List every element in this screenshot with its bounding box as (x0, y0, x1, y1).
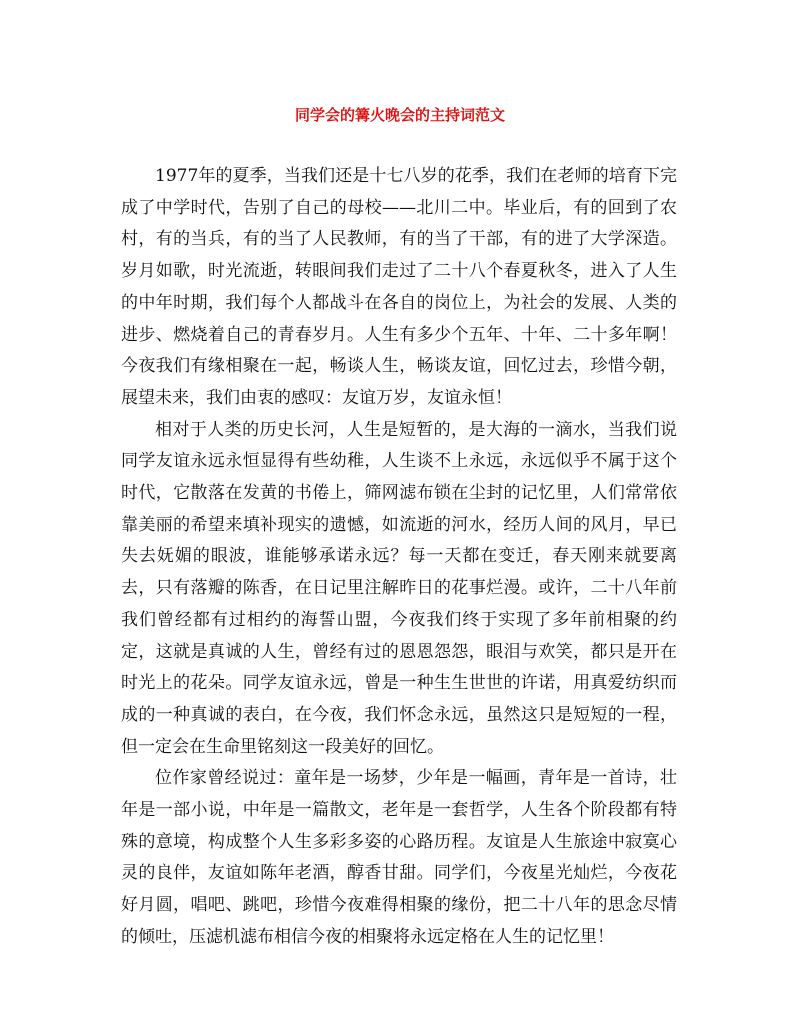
document-title: 同学会的篝火晚会的主持词范文 (294, 106, 505, 124)
paragraph: 1977年的夏季，当我们还是十七八岁的花季，我们在老师的培育下完成了中学时代，告别了自己的母校——北川二中。毕业后，有的回到了农村，有的当兵，有的当了人民教师，有的当了干部，有的进了大学深造。岁月如歌，时光流逝，转眼间我们走过了二十八个春夏秋冬，进入了人生的中年时期，我们每个人都战斗在各自的岗位上，为社会的发展、人类的进步、燃烧着自己的青春岁月。人生有多少个五年、十年、二十多年啊！今夜我们有缘相聚在一起，畅谈人生，畅谈友谊，回忆过去，珍惜今朝，展望未来，我们由衷的感叹：友谊万岁，友谊永恒！ (121, 166, 677, 408)
paragraph: 位作家曾经说过：童年是一场梦，少年是一幅画，青年是一首诗，壮年是一部小说，中年是一篇散文，老年是一套哲学，人生各个阶段都有特殊的意境，构成整个人生多彩多姿的心路历程。友谊是人生旅途中寂寞心灵的良伴，友谊如陈年老酒，醇香甘甜。同学们，今夜星光灿烂，今夜花好月圆，唱吧、跳吧，珍惜今夜难得相聚的缘份，把二十八年的思念尽情的倾吐，压滤机滤布相信今夜的相聚将永远定格在人生的记忆里！ (121, 768, 677, 947)
paragraph: 相对于人类的历史长河，人生是短暂的，是大海的一滴水，当我们说同学友谊永远永恒显得有些幼稚，人生谈不上永远，永远似乎不属于这个时代，它散落在发黄的书倦上，筛网滤布锁在尘封的记忆里，人们常常依靠美丽的希望来填补现实的遗憾，如流逝的河水，经历人间的风月，早已失去妩媚的眼波，谁能够承诺永远？每一天都在变迁，春天刚来就要离去，只有落瓣的陈香，在日记里注解昨日的花事烂漫。或许，二十八年前我们曾经都有过相约的海誓山盟，今夜我们终于实现了多年前相聚的约定，这就是真诚的人生，曾经有过的恩恩怨怨，眼泪与欢笑，都只是开在时光上的花朵。同学友谊永远，曾是一种生生世世的许诺，用真爱纺织而成的一种真诚的表白，在今夜，我们怀念永远，虽然这只是短短的一程，但一定会在生命里铭刻这一段美好的回忆。 (121, 419, 677, 757)
document-body (121, 161, 677, 954)
